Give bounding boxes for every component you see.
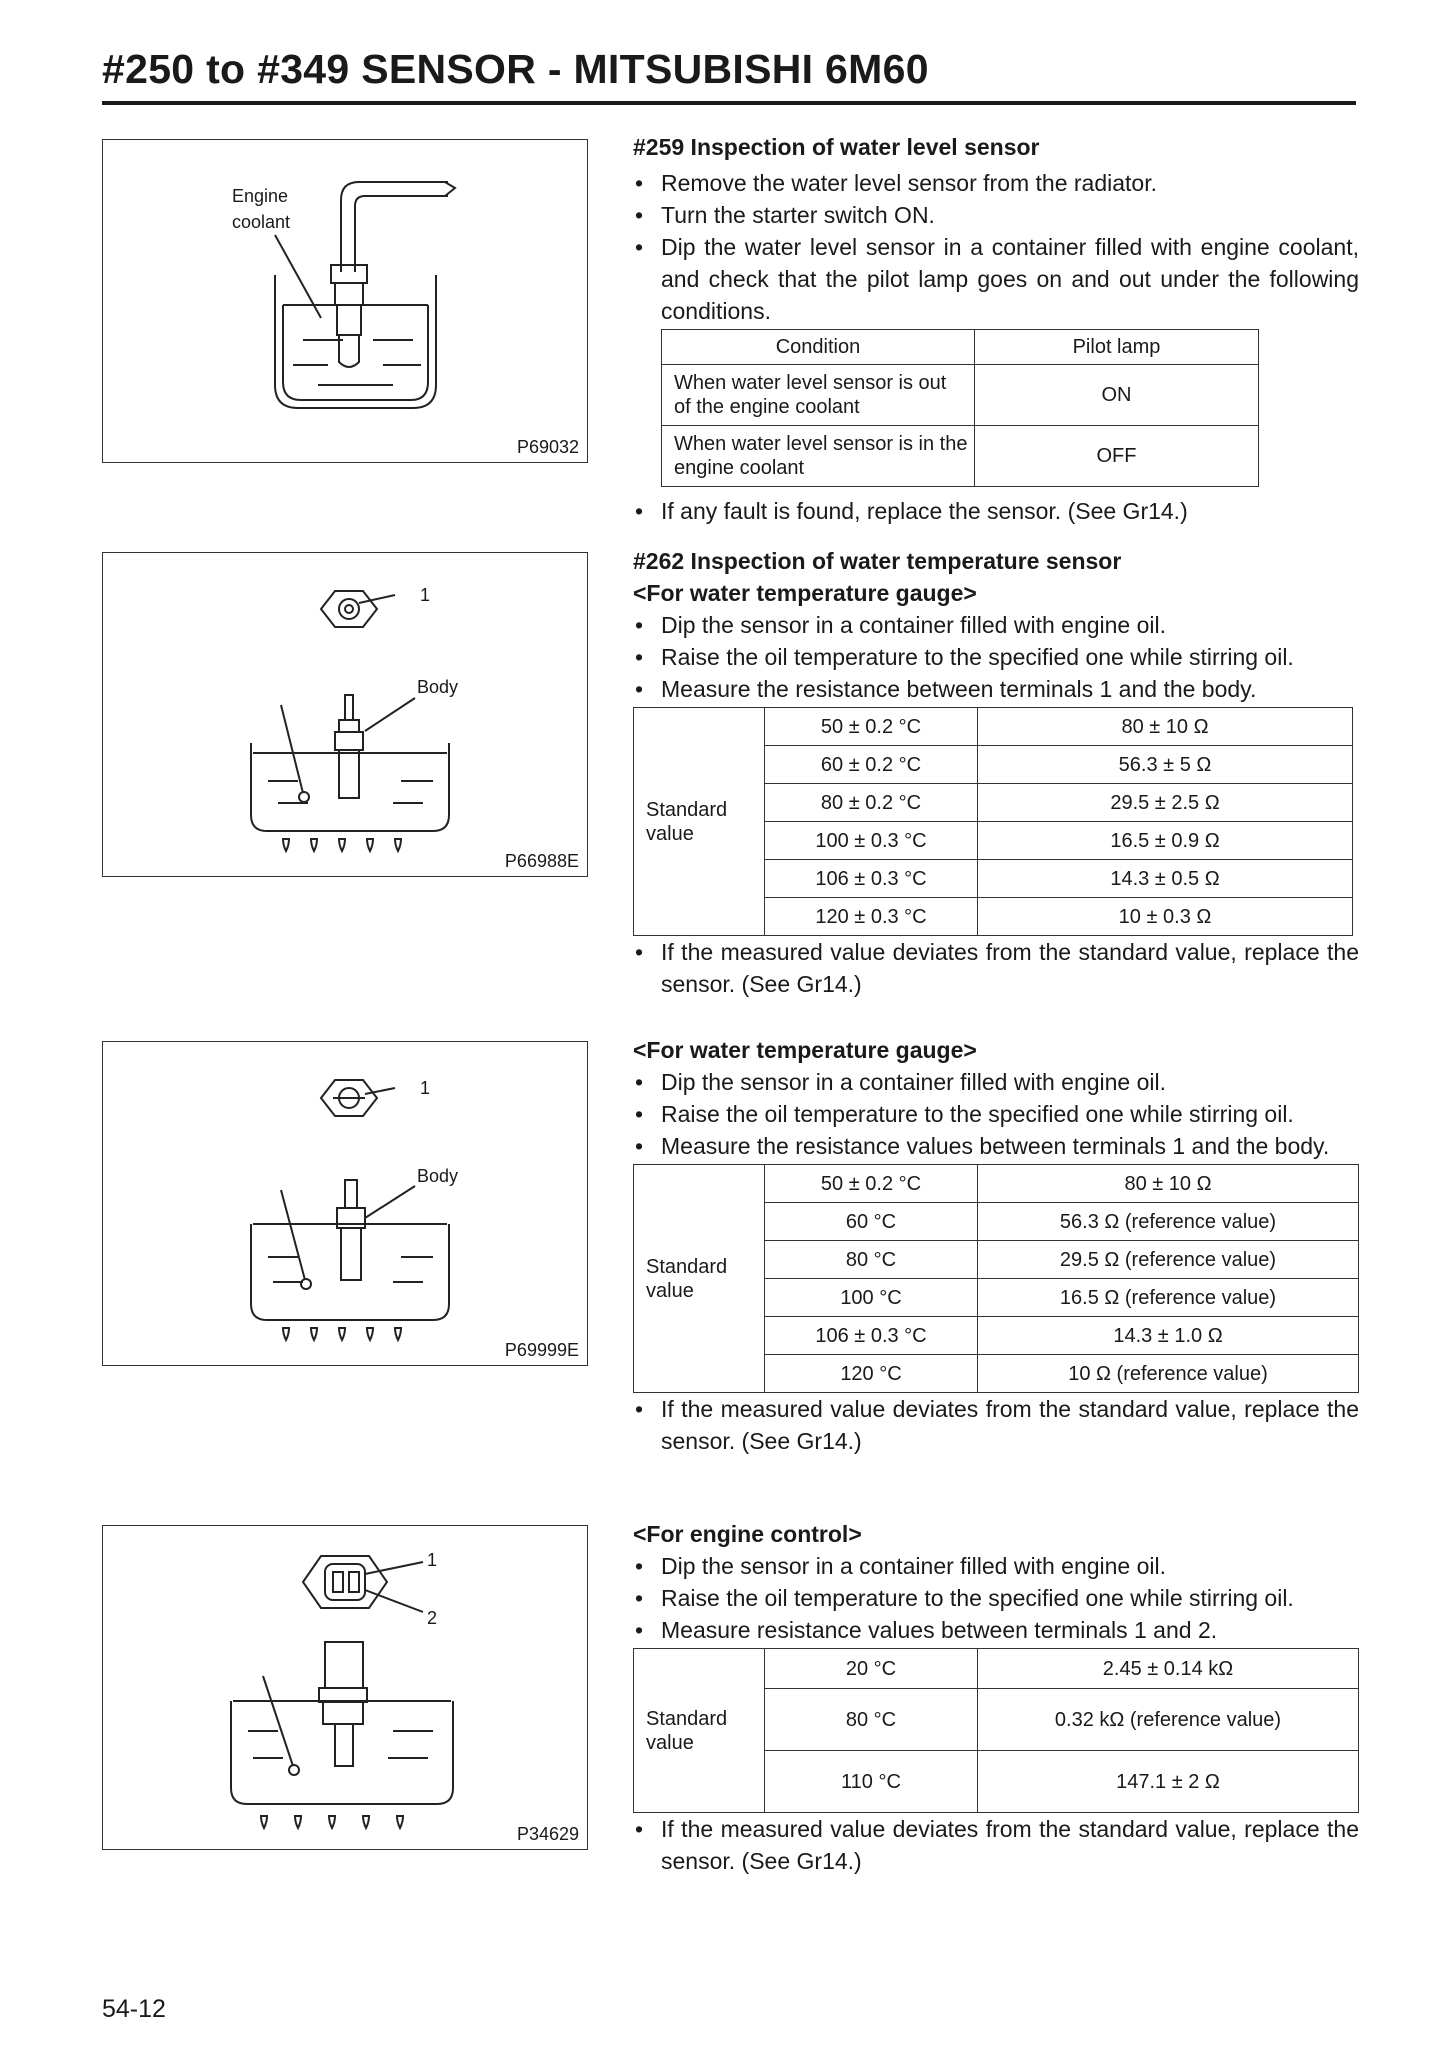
figure-label-coolant: coolant <box>232 212 291 232</box>
figure-label-2: 2 <box>427 1608 438 1628</box>
section-262-engine-control <box>633 1518 1359 1877</box>
water-temp-sensor-illustration <box>103 553 589 878</box>
figure-water-temp-sensor-gauge-2 <box>102 1041 588 1366</box>
bullet-item: • If any fault is found, replace the sensor. (See Gr14.) <box>633 495 1359 527</box>
standard-value-table <box>633 707 1353 936</box>
bullet-item: • Raise the oil temperature to the specified one while stirring oil. <box>633 641 1359 673</box>
bullet-item: • Measure the resistance values between terminals 1 and the body. <box>633 1130 1359 1162</box>
pilot-lamp-table <box>661 329 1259 487</box>
table-cell: 106 ± 0.3 °C <box>765 860 978 898</box>
table-cell: OFF <box>975 426 1259 487</box>
subsection-heading: <For water temperature gauge> <box>633 580 977 606</box>
table-cell: 16.5 ± 0.9 Ω <box>978 822 1353 860</box>
figure-code: P69999E <box>504 1340 579 1360</box>
table-cell: 29.5 ± 2.5 Ω <box>978 784 1353 822</box>
table-cell: 80 °C <box>765 1689 978 1751</box>
table-cell: 56.3 ± 5 Ω <box>978 746 1353 784</box>
water-temp-sensor-illustration <box>103 1042 589 1367</box>
table-cell: 56.3 Ω (reference value) <box>978 1203 1359 1241</box>
page-number: 54-12 <box>102 1995 166 2023</box>
section-259 <box>633 131 1359 527</box>
table-cell: 120 °C <box>765 1355 978 1393</box>
table-header: Pilot lamp <box>975 330 1259 365</box>
figure-label-body: Body <box>417 1166 459 1186</box>
section-262 <box>633 545 1359 1000</box>
table-cell: 29.5 Ω (reference value) <box>978 1241 1359 1279</box>
table-cell: ON <box>975 365 1259 426</box>
table-cell: 147.1 ± 2 Ω <box>978 1751 1359 1813</box>
table-cell: 20 °C <box>765 1649 978 1689</box>
bullet-item: • If the measured value deviates from the standard value, replace the sensor. (See Gr14.) <box>633 1813 1359 1877</box>
bullet-item: • Dip the sensor in a container filled with engine oil. <box>633 609 1359 641</box>
bullet-item: • If the measured value deviates from the standard value, replace the sensor. (See Gr14.) <box>633 1393 1359 1457</box>
bullet-item: • Raise the oil temperature to the specified one while stirring oil. <box>633 1582 1359 1614</box>
standard-value-table <box>633 1164 1359 1393</box>
table-cell: 80 ± 10 Ω <box>978 1165 1359 1203</box>
table-cell: 50 ± 0.2 °C <box>765 708 978 746</box>
section-heading: #262 Inspection of water temperature sensor <box>633 548 1122 574</box>
table-cell: 80 °C <box>765 1241 978 1279</box>
figure-label-1: 1 <box>420 585 431 605</box>
table-cell: 10 Ω (reference value) <box>978 1355 1359 1393</box>
bullet-item: • Measure resistance values between terminals 1 and 2. <box>633 1614 1359 1646</box>
table-cell: 80 ± 10 Ω <box>978 708 1353 746</box>
figure-code: P34629 <box>516 1824 579 1844</box>
table-cell: 16.5 Ω (reference value) <box>978 1279 1359 1317</box>
figure-label-body: Body <box>417 677 459 697</box>
section-262-gauge-2 <box>633 1034 1359 1457</box>
section-heading: #259 Inspection of water level sensor <box>633 134 1040 160</box>
standard-value-label: Standard value <box>634 1649 765 1813</box>
table-cell: 50 ± 0.2 °C <box>765 1165 978 1203</box>
bullet-item: • Measure the resistance between terminals 1 and the body. <box>633 673 1359 705</box>
table-cell: When water level sensor is in the engine coolant <box>662 426 975 487</box>
engine-control-sensor-illustration <box>103 1526 589 1851</box>
table-cell: 120 ± 0.3 °C <box>765 898 978 936</box>
figure-label-1: 1 <box>420 1078 431 1098</box>
bullet-item: • If the measured value deviates from the standard value, replace the sensor. (See Gr14.) <box>633 936 1359 1000</box>
figure-engine-control-sensor <box>102 1525 588 1850</box>
table-cell: 0.32 kΩ (reference value) <box>978 1689 1359 1751</box>
table-cell: 106 ± 0.3 °C <box>765 1317 978 1355</box>
bullet-item: • Remove the water level sensor from the radiator. <box>633 167 1359 199</box>
table-cell: 14.3 ± 0.5 Ω <box>978 860 1353 898</box>
table-cell: When water level sensor is out of the engine coolant <box>662 365 975 426</box>
figure-water-temp-sensor-gauge <box>102 552 588 877</box>
bullet-item: • Raise the oil temperature to the specified one while stirring oil. <box>633 1098 1359 1130</box>
table-cell: 2.45 ± 0.14 kΩ <box>978 1649 1359 1689</box>
table-cell: 100 ± 0.3 °C <box>765 822 978 860</box>
figure-water-level-sensor <box>102 139 588 463</box>
table-cell: 60 ± 0.2 °C <box>765 746 978 784</box>
subsection-heading: <For water temperature gauge> <box>633 1037 977 1063</box>
bullet-item: • Dip the water level sensor in a container filled with engine coolant, and check that the pilot lamp goes on and out under the following conditions. <box>633 231 1359 327</box>
standard-value-label: Standard value <box>634 1165 765 1393</box>
standard-value-table <box>633 1648 1359 1813</box>
page-title: #250 to #349 SENSOR - MITSUBISHI 6M60 <box>102 46 929 92</box>
table-cell: 60 °C <box>765 1203 978 1241</box>
figure-code: P69032 <box>516 437 579 457</box>
standard-value-label: Standard value <box>634 708 765 936</box>
subsection-heading: <For engine control> <box>633 1521 862 1547</box>
table-cell: 110 °C <box>765 1751 978 1813</box>
table-cell: 80 ± 0.2 °C <box>765 784 978 822</box>
bullet-item: • Dip the sensor in a container filled with engine oil. <box>633 1066 1359 1098</box>
table-header: Condition <box>662 330 975 365</box>
title-rule <box>102 101 1356 105</box>
bullet-item: • Dip the sensor in a container filled with engine oil. <box>633 1550 1359 1582</box>
figure-label-1: 1 <box>427 1550 438 1570</box>
figure-code: P66988E <box>504 851 579 871</box>
table-cell: 10 ± 0.3 Ω <box>978 898 1353 936</box>
water-level-sensor-illustration <box>103 140 589 464</box>
table-cell: 14.3 ± 1.0 Ω <box>978 1317 1359 1355</box>
table-cell: 100 °C <box>765 1279 978 1317</box>
figure-label-engine: Engine <box>232 186 289 206</box>
bullet-item: • Turn the starter switch ON. <box>633 199 1359 231</box>
